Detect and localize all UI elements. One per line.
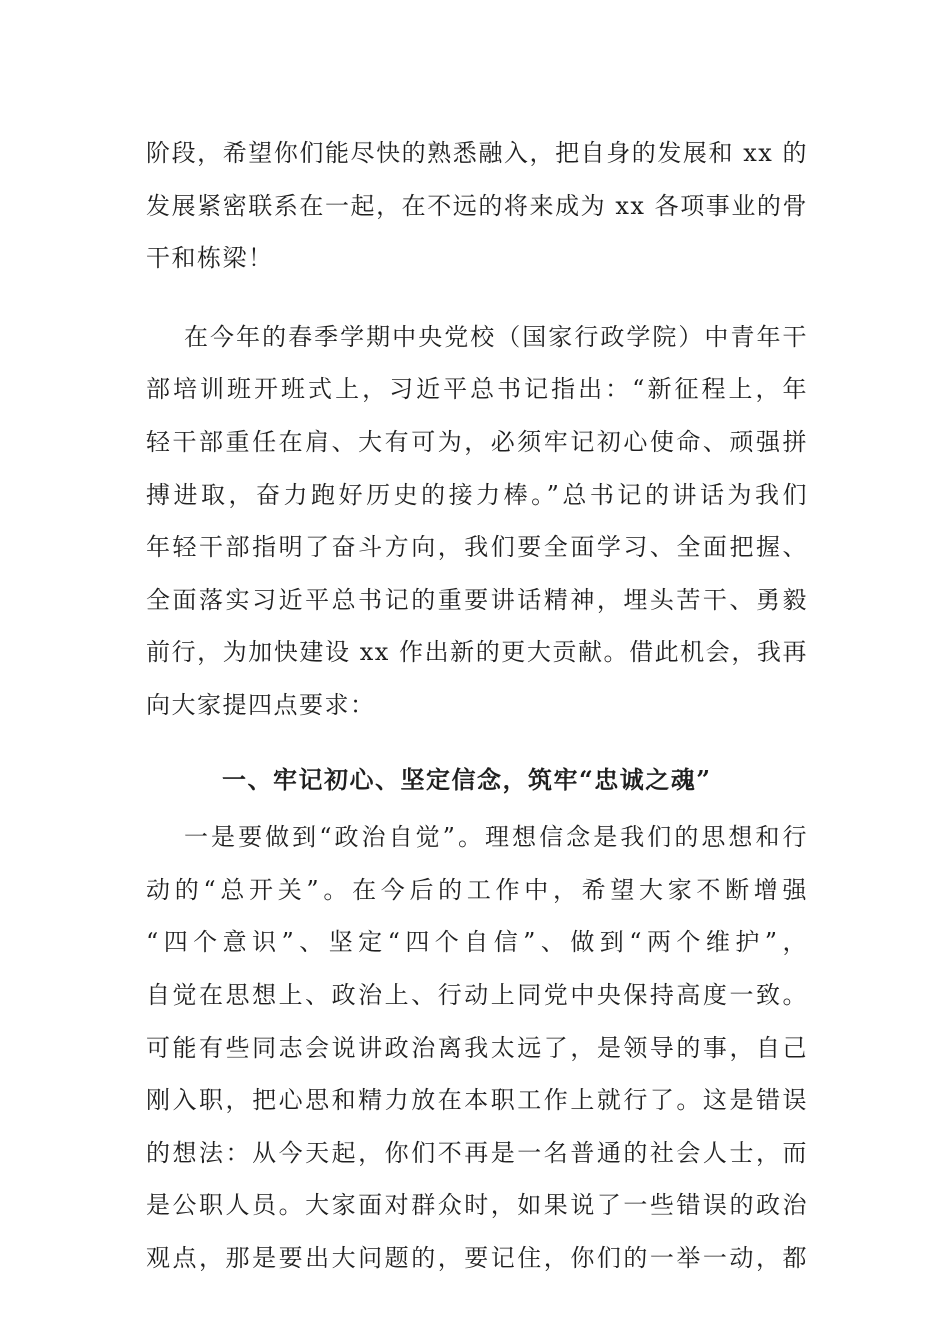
text-line: 自觉在思想上、政治上、行动上同党中央保持高度一致。 <box>146 980 808 1009</box>
text-line: “四个意识”、坚定“四个自信”、做到“两个维护”， <box>146 928 808 957</box>
heading-text: 一、牢记初心、坚定信念，筑牢“忠诚之魂” <box>222 764 712 794</box>
text-line: 动的“总开关”。在今后的工作中，希望大家不断增强 <box>146 875 808 904</box>
text-line: 观点，那是要出大问题的，要记住，你们的一举一动，都 <box>146 1243 808 1272</box>
text-line: 部培训班开班式上，习近平总书记指出：“新征程上，年 <box>146 375 808 404</box>
paragraph-continuation <box>146 127 808 285</box>
text-line: 阶段，希望你们能尽快的熟悉融入，把自身的发展和 xx 的 <box>146 139 808 167</box>
text-line: 发展紧密联系在一起，在不远的将来成为 xx 各项事业的骨 <box>146 191 808 220</box>
text-line: 是公职人员。大家面对群众时，如果说了一些错误的政治 <box>146 1191 808 1220</box>
paragraph-speech-intro <box>146 311 808 732</box>
text-line: 全面落实习近平总书记的重要讲话精神，埋头苦干、勇毅 <box>146 585 808 614</box>
text-line: 年轻干部指明了奋斗方向，我们要全面学习、全面把握、 <box>146 533 808 562</box>
text-line: 刚入职，把心思和精力放在本职工作上就行了。这是错误 <box>146 1086 808 1115</box>
text-line: 搏进取，奋力跑好历史的接力棒。”总书记的讲话为我们 <box>146 480 808 509</box>
section-heading <box>146 754 808 807</box>
text-line: 轻干部重任在肩、大有可为，必须牢记初心使命、顽强拼 <box>146 427 808 456</box>
text-line: 可能有些同志会说讲政治离我太远了，是领导的事，自己 <box>146 1033 808 1062</box>
text-line: 干和栋梁！ <box>146 244 274 273</box>
text-line: 的想法：从今天起，你们不再是一名普通的社会人士，而 <box>146 1138 808 1167</box>
paragraph-political-awareness <box>146 811 808 1284</box>
document-body <box>146 127 808 1284</box>
text-line: 前行，为加快建设 xx 作出新的更大贡献。借此机会，我再 <box>146 638 808 667</box>
text-line: 一是要做到“政治自觉”。理想信念是我们的思想和行 <box>184 823 808 852</box>
text-line: 向大家提四点要求： <box>146 690 376 719</box>
paragraph-spacer <box>146 732 808 754</box>
text-line: 在今年的春季学期中央党校（国家行政学院）中青年干 <box>184 322 808 351</box>
paragraph-spacer <box>146 285 808 311</box>
